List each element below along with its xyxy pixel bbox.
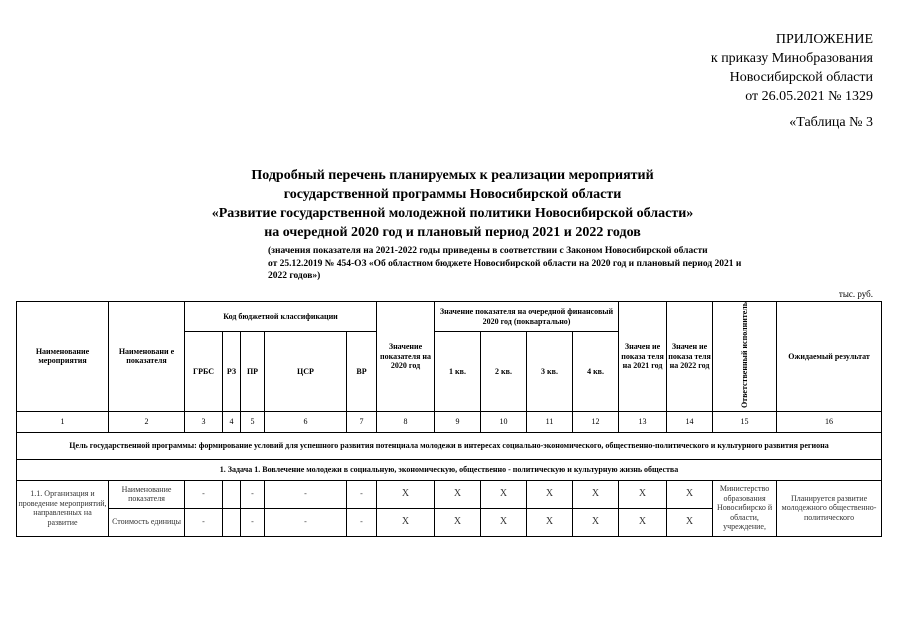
vr-cell: -	[347, 508, 377, 536]
col-num: 10	[481, 411, 527, 432]
rz-cell	[223, 508, 241, 536]
col-num: 15	[713, 411, 777, 432]
q1-cell: X	[435, 508, 481, 536]
header-vr: ВР	[347, 332, 377, 411]
title-line-4: на очередной 2020 год и плановый период 2021 и 2022 годов	[264, 225, 641, 240]
pr-cell: -	[241, 508, 265, 536]
q1-cell: X	[435, 480, 481, 508]
header-value-2020: Значение показателя на 2020 год	[377, 302, 435, 412]
col-num: 16	[777, 411, 882, 432]
task-text: 1. Задача 1. Вовлечение молодежи в социальную, экономическую, общественно - политическую и культурную жизнь общества	[17, 459, 882, 480]
header-q4: 4 кв.	[573, 332, 619, 411]
q3-cell: X	[527, 480, 573, 508]
indicator-cell: Стоимость единицы	[109, 508, 185, 536]
goal-row	[17, 432, 882, 459]
col-num: 4	[223, 411, 241, 432]
col-num: 5	[241, 411, 265, 432]
note-line-3: 2022 годов»)	[268, 271, 321, 281]
indicator-cell: Наименование показателя	[109, 480, 185, 508]
column-numbers-row	[17, 411, 882, 432]
note-line-1: (значения показателя на 2021-2022 годы приведены в соответствии с Законом Новосибирской области	[268, 246, 708, 256]
header-q1: 1 кв.	[435, 332, 481, 411]
grbs-cell: -	[185, 480, 223, 508]
units-label: тыс. руб.	[838, 289, 873, 299]
title-line-2: государственной программы Новосибирской области	[283, 187, 622, 202]
appendix-block	[711, 30, 873, 106]
value-2021-cell: X	[619, 508, 667, 536]
header-grbs: ГРБС	[185, 332, 223, 411]
q2-cell: X	[481, 508, 527, 536]
activity-name: 1.1. Организация и проведение мероприятий, направленных на развитие	[17, 480, 109, 536]
header-value-2022: Значен ие показа теля на 2022 год	[667, 302, 713, 412]
header-quarterly: Значение показателя на очередной финансовый 2020 год (поквартально)	[435, 302, 619, 332]
header-value-2021: Значен ие показа теля на 2021 год	[619, 302, 667, 412]
csr-cell: -	[265, 480, 347, 508]
col-num: 9	[435, 411, 481, 432]
rz-cell	[223, 480, 241, 508]
result-cell: Планируется развитие молодежного общественно- политического	[777, 480, 882, 536]
appendix-order-ref: к приказу Минобразования	[710, 51, 873, 66]
legal-note	[268, 245, 878, 283]
title-line-1: Подробный перечень планируемых к реализации мероприятий	[251, 168, 654, 183]
header-executor-cell	[713, 302, 777, 412]
value-2022-cell: X	[667, 508, 713, 536]
value-2020-cell: X	[377, 508, 435, 536]
value-2022-cell: X	[667, 480, 713, 508]
col-num: 11	[527, 411, 573, 432]
grbs-cell: -	[185, 508, 223, 536]
value-2020-cell: X	[377, 480, 435, 508]
executor-cell: Министерство образования Новосибирско й области, учреждение,	[713, 480, 777, 536]
col-num: 8	[377, 411, 435, 432]
header-pr: ПР	[241, 332, 265, 411]
header-q2: 2 кв.	[481, 332, 527, 411]
task-row	[17, 459, 882, 480]
appendix-date: от 26.05.2021 № 1329	[745, 89, 873, 104]
header-executor: Ответственный исполнитель	[740, 302, 750, 409]
col-num: 1	[17, 411, 109, 432]
document-title	[0, 166, 905, 242]
col-num: 13	[619, 411, 667, 432]
col-num: 3	[185, 411, 223, 432]
header-budget-code: Код бюджетной классификации	[185, 302, 377, 332]
header-activity-name: Наименование мероприятия	[17, 302, 109, 412]
q2-cell: X	[481, 480, 527, 508]
header-result: Ожидаемый результат	[777, 302, 882, 412]
col-num: 7	[347, 411, 377, 432]
pr-cell: -	[241, 480, 265, 508]
header-rz: РЗ	[223, 332, 241, 411]
appendix-region: Новосибирской области	[729, 70, 873, 85]
col-num: 2	[109, 411, 185, 432]
value-2021-cell: X	[619, 480, 667, 508]
header-indicator-name: Наименовани е показателя	[109, 302, 185, 412]
col-num: 12	[573, 411, 619, 432]
q3-cell: X	[527, 508, 573, 536]
table-number: «Таблица № 3	[789, 115, 873, 130]
col-num: 6	[265, 411, 347, 432]
goal-text: Цель государственной программы: формирование условий для успешного развития потенциала молодежи в интересах социально-экономического, общественно-политического и культурного развития региона	[17, 432, 882, 459]
header-q3: 3 кв.	[527, 332, 573, 411]
col-num: 14	[667, 411, 713, 432]
activities-table	[16, 301, 882, 537]
table-row	[17, 480, 882, 508]
note-line-2: от 25.12.2019 № 454-ОЗ «Об областном бюджете Новосибирской области на 2020 год и плановый период 2021 и	[268, 258, 742, 269]
q4-cell: X	[573, 480, 619, 508]
q4-cell: X	[573, 508, 619, 536]
appendix-title: ПРИЛОЖЕНИЕ	[775, 32, 873, 47]
csr-cell: -	[265, 508, 347, 536]
title-line-3: «Развитие государственной молодежной политики Новосибирской области»	[211, 206, 694, 221]
vr-cell: -	[347, 480, 377, 508]
header-csr: ЦСР	[265, 332, 347, 411]
